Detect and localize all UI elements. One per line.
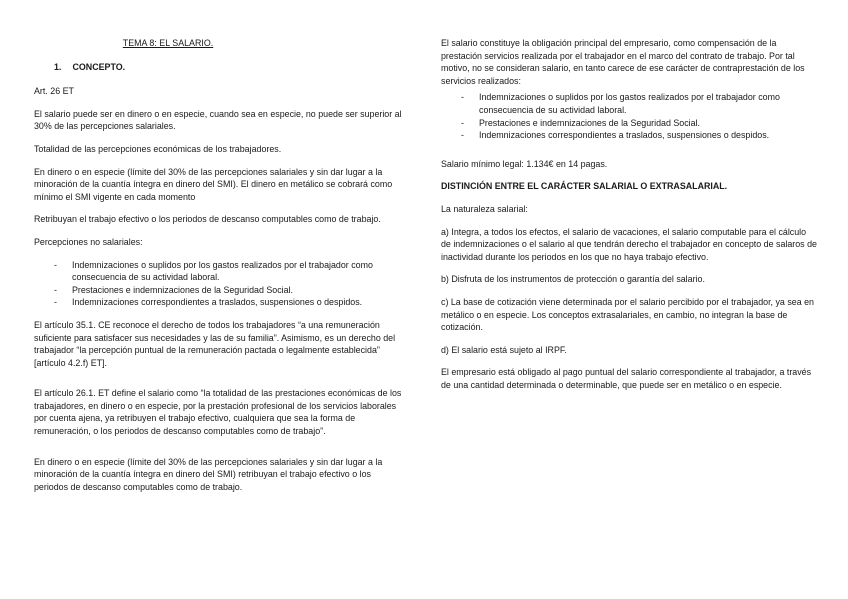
list-item: - Indemnizaciones correspondientes a traslados, suspensiones o despidos.	[34, 296, 406, 309]
paragraph: Totalidad de las percepciones económicas de los trabajadores.	[34, 143, 282, 154]
paragraph: Retribuyan el trabajo efectivo o los periodos de descanso computables como de trabajo.	[34, 214, 381, 225]
paragraph: Percepciones no salariales:	[34, 236, 143, 247]
paragraph: a) Integra, a todos los efectos, el salario de vacaciones, el salario computable para el cálculo de indemnizaciones o el salario al que tendrán derecho el trabajador en concepto de salaros de inactividad durante los periodos en los que no haya trabajo efectivo.	[441, 226, 817, 262]
list-item: - Prestaciones e indemnizaciones de la Seguridad Social.	[441, 117, 817, 130]
paragraph: d) El salario está sujeto al IRPF.	[441, 344, 567, 355]
section-heading-distincion: DISTINCIÓN ENTRE EL CARÁCTER SALARIAL O EXTRASALARIAL.	[441, 181, 728, 192]
paragraph: b) Disfruta de los instrumentos de protección o garantía del salario.	[441, 274, 705, 285]
paragraph: El artículo 26.1. ET define el salario como “la totalidad de las prestaciones económicas de los trabajadores, en dinero o en especie, por la prestación profesional de los servicios laborales por cuenta ajena, ya retribuyen el trabajo efectivo, cualquiera que sea la forma de remuneración, o los periodos de descanso computables como de trabajo”.	[34, 388, 402, 437]
non-salary-list	[34, 259, 406, 309]
minimum-wage-line: Salario mínimo legal: 1.134€ en 14 pagas.	[441, 158, 608, 169]
list-item: - Indemnizaciones correspondientes a traslados, suspensiones o despidos.	[441, 129, 817, 142]
document-title: TEMA 8: EL SALARIO.	[122, 38, 214, 48]
article-reference: Art. 26 ET	[34, 86, 74, 97]
list-item: - Indemnizaciones o suplidos por los gastos realizados por el trabajador como consecuencia de su actividad laboral.	[34, 259, 406, 284]
section-title: CONCEPTO.	[72, 61, 126, 72]
paragraph: c) La base de cotización viene determinada por el salario percibido por el trabajador, ya sea en metálico o en especie. Los conceptos extrasalariales, en cambio, no integran la base de cotización.	[441, 296, 814, 333]
list-item: - Indemnizaciones o suplidos por los gastos realizados por el trabajador como consecuencia de su actividad laboral.	[441, 91, 817, 116]
section-heading-concepto	[54, 61, 406, 74]
paragraph: En dinero o en especie (límite del 30% de las percepciones salariales y sin dar lugar a la minoración de la cuantía íntegra en dinero del SMI) retribuyan el trabajo efectivo o los periodos de descanso computables como de trabajo.	[34, 456, 383, 492]
left-column	[34, 37, 406, 503]
non-salary-list	[441, 91, 817, 141]
section-number: 1.	[54, 61, 62, 72]
paragraph: El salario constituye la obligación principal del empresario, como compensación de la prestación servicios realizada por el trabajador en el marco del contrato de trabajo. Por tal motivo, no se consideran salario, en tanto carece de ese carácter de contraprestación de los servicios realizados:	[441, 38, 805, 86]
paragraph: La naturaleza salarial:	[441, 203, 528, 214]
paragraph: El artículo 35.1. CE reconoce el derecho de todos los trabajadores “a una remuneración suficiente para satisfacer sus necesidades y las de su familia”. Asimismo, es un derecho del trabajador “la percepción puntual de la remuneración pactada o legalmente establecida” [artículo 4.2.f) ET].	[34, 319, 396, 368]
paragraph: El empresario está obligado al pago puntual del salario correspondiente al trabajador, a través de una cantidad determinada o determinable, que puede ser en metálico o en especie.	[441, 367, 812, 390]
list-item: - Prestaciones e indemnizaciones de la Seguridad Social.	[34, 284, 406, 297]
right-column	[441, 37, 817, 401]
paragraph: En dinero o en especie (límite del 30% de las percepciones salariales y sin dar lugar a la minoración de la cuantía íntegra en dinero del SMI). El dinero en metálico se cobrará como mínimo el SMI vigente en cada momento	[34, 166, 393, 202]
paragraph: El salario puede ser en dinero o en especie, cuando sea en especie, no puede ser superior al 30% de las percepciones salariales.	[34, 108, 402, 132]
